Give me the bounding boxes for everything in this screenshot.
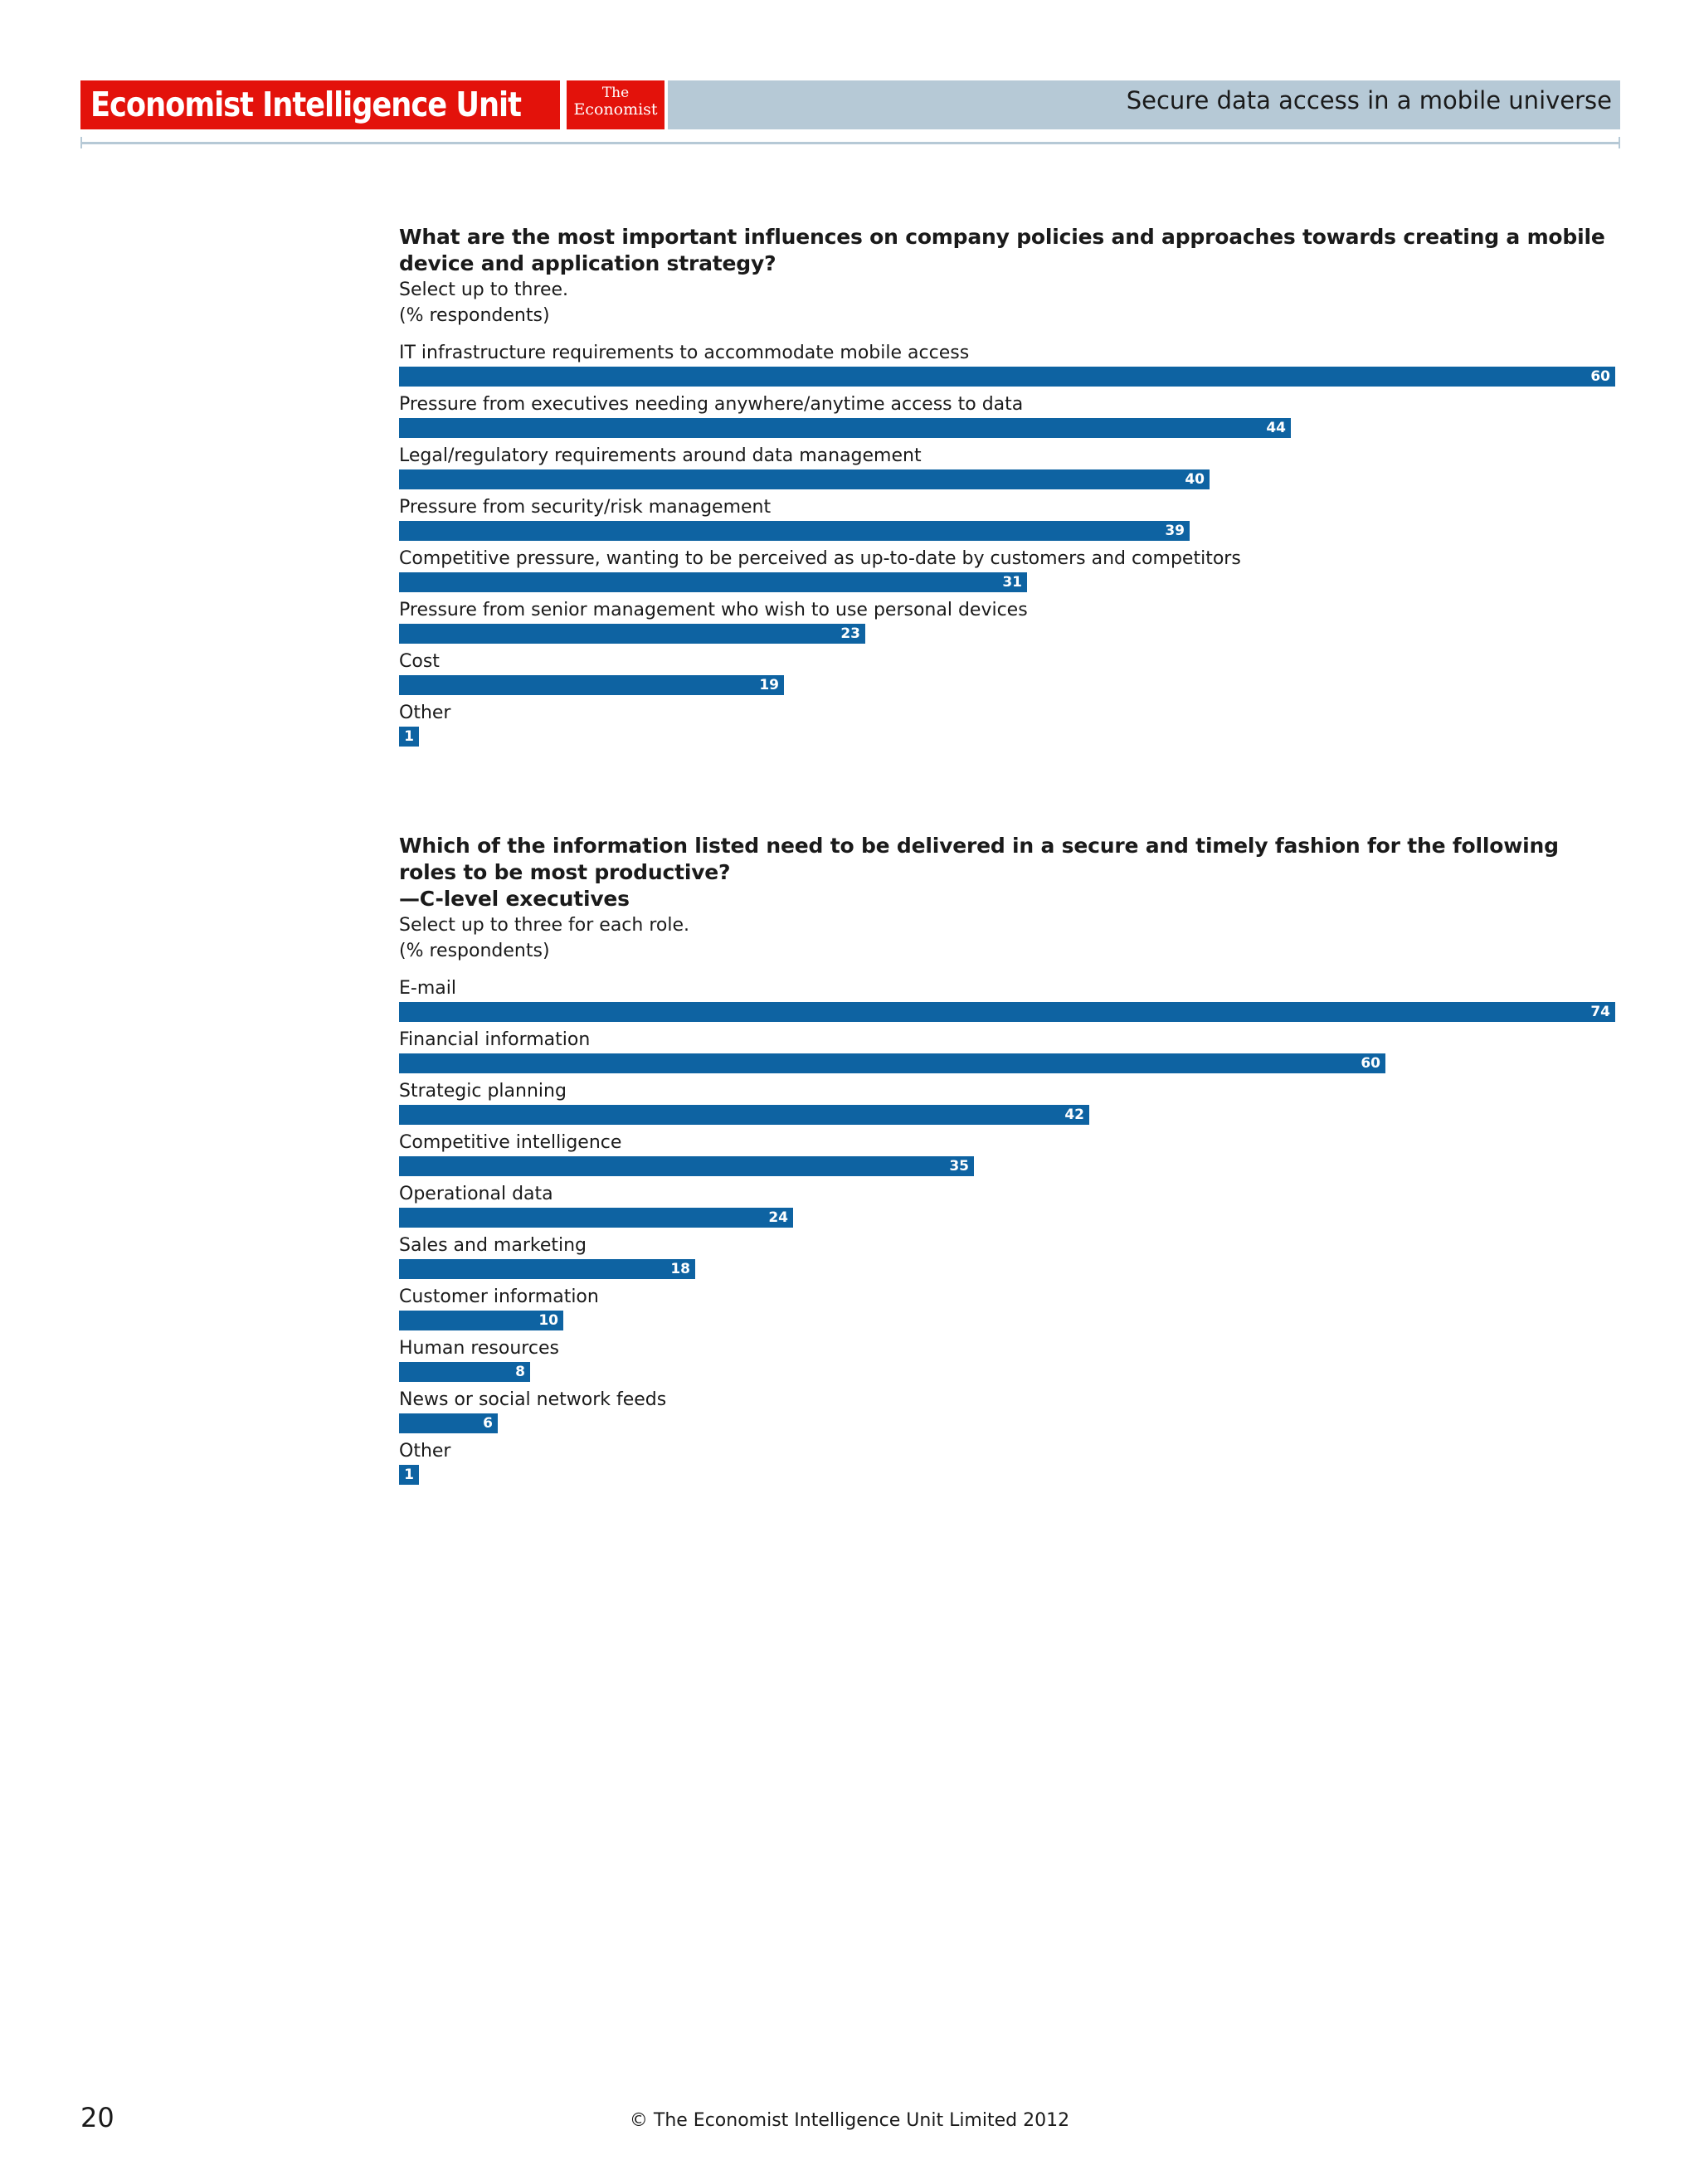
chart-subtitle: —C-level executives <box>399 887 630 911</box>
bar-value: 44 <box>1266 420 1286 436</box>
bar-item <box>399 1389 1615 1440</box>
bar-item <box>399 1029 1615 1080</box>
bar-value: 40 <box>1185 471 1205 488</box>
bar-item <box>399 1080 1615 1131</box>
bar-value: 8 <box>515 1364 525 1380</box>
chart-note: Select up to three for each role. <box>399 915 689 936</box>
economist-logo <box>567 80 665 129</box>
header-rule-tick-right <box>1619 137 1620 148</box>
header-rule <box>80 142 1620 144</box>
bar-list <box>399 342 1615 753</box>
bar <box>399 418 1291 438</box>
bar-value: 24 <box>768 1209 788 1226</box>
bar-item <box>399 702 1615 753</box>
bar <box>399 624 865 644</box>
bar-item <box>399 1183 1615 1234</box>
bar-label: Strategic planning <box>399 1081 567 1102</box>
bar-label: Pressure from security/risk management <box>399 497 772 518</box>
bar-value: 60 <box>1361 1055 1380 1072</box>
bar-item <box>399 342 1615 393</box>
bar-item <box>399 599 1615 650</box>
bar-value: 31 <box>1002 574 1022 591</box>
logo-line2: Economist <box>573 100 658 119</box>
bar <box>399 1311 563 1330</box>
bar-item <box>399 1440 1615 1491</box>
chart-note: Select up to three. <box>399 280 569 300</box>
bar-label: Cost <box>399 651 440 672</box>
bar <box>399 727 419 747</box>
bar <box>399 1208 793 1228</box>
bar-value: 35 <box>949 1158 969 1175</box>
bar-label: Human resources <box>399 1338 559 1359</box>
bar-item <box>399 393 1615 445</box>
bar-label: Competitive pressure, wanting to be perceived as up-to-date by customers and competitors <box>399 548 1241 569</box>
bar-value: 1 <box>404 728 414 745</box>
bar-label: Customer information <box>399 1287 599 1307</box>
bar <box>399 469 1210 489</box>
chart-units: (% respondents) <box>399 305 550 326</box>
brand-bar <box>80 80 560 129</box>
chart-title: Which of the information listed need to be delivered in a secure and timely fashion for the following roles to be most productive? <box>399 834 1559 884</box>
bar-item <box>399 496 1615 547</box>
bar <box>399 1105 1089 1125</box>
bar-value: 10 <box>538 1312 558 1329</box>
bar-label: Sales and marketing <box>399 1235 587 1256</box>
bar-item <box>399 650 1615 702</box>
bar-label: Competitive intelligence <box>399 1132 622 1153</box>
bar <box>399 675 784 695</box>
bar <box>399 1413 498 1433</box>
bar-item <box>399 445 1615 496</box>
chart-title: What are the most important influences on company policies and approaches towards creating a mobile device and application strategy? <box>399 225 1605 275</box>
report-title: Secure data access in a mobile universe <box>1126 86 1612 114</box>
page-number: 20 <box>80 2102 114 2133</box>
bar-item <box>399 1131 1615 1183</box>
report-title-bar <box>668 80 1620 129</box>
bar-list <box>399 977 1615 1491</box>
bar-label: Legal/regulatory requirements around data management <box>399 445 922 466</box>
bar <box>399 1053 1385 1073</box>
bar <box>399 1259 695 1279</box>
bar-value: 39 <box>1165 523 1185 539</box>
bar-label: IT infrastructure requirements to accommodate mobile access <box>399 343 970 363</box>
copyright: © The Economist Intelligence Unit Limited 2012 <box>629 2110 1070 2131</box>
chart-c-level-information-needs <box>399 833 1615 1491</box>
bar <box>399 1362 530 1382</box>
bar-label: News or social network feeds <box>399 1389 667 1410</box>
header-rule-tick-left <box>80 137 82 148</box>
bar-label: E-mail <box>399 978 456 999</box>
bar-label: Operational data <box>399 1184 553 1204</box>
bar-item <box>399 977 1615 1029</box>
bar-value: 19 <box>759 677 779 693</box>
bar <box>399 367 1615 387</box>
bar-item <box>399 547 1615 599</box>
bar <box>399 1156 974 1176</box>
bar-label: Financial information <box>399 1029 591 1050</box>
bar-item <box>399 1286 1615 1337</box>
bar-item <box>399 1337 1615 1389</box>
bar-value: 74 <box>1590 1004 1610 1020</box>
bar-value: 1 <box>404 1467 414 1483</box>
bar <box>399 572 1027 592</box>
logo-line1: The <box>601 85 630 101</box>
bar-value: 6 <box>483 1415 493 1432</box>
bar-value: 42 <box>1064 1107 1084 1123</box>
bar-label: Pressure from executives needing anywhere/anytime access to data <box>399 394 1024 415</box>
bar-label: Other <box>399 1441 451 1462</box>
bar <box>399 521 1190 541</box>
bar <box>399 1465 419 1485</box>
brand-title: Economist Intelligence Unit <box>90 85 521 124</box>
bar-label: Pressure from senior management who wish to use personal devices <box>399 600 1028 620</box>
report-header <box>80 80 1620 129</box>
bar <box>399 1002 1615 1022</box>
bar-value: 23 <box>840 625 860 642</box>
chart-units: (% respondents) <box>399 941 550 961</box>
chart-mobile-strategy-influences <box>399 224 1615 753</box>
bar-label: Other <box>399 703 451 723</box>
bar-value: 18 <box>670 1261 690 1277</box>
bar-item <box>399 1234 1615 1286</box>
bar-value: 60 <box>1590 368 1610 385</box>
